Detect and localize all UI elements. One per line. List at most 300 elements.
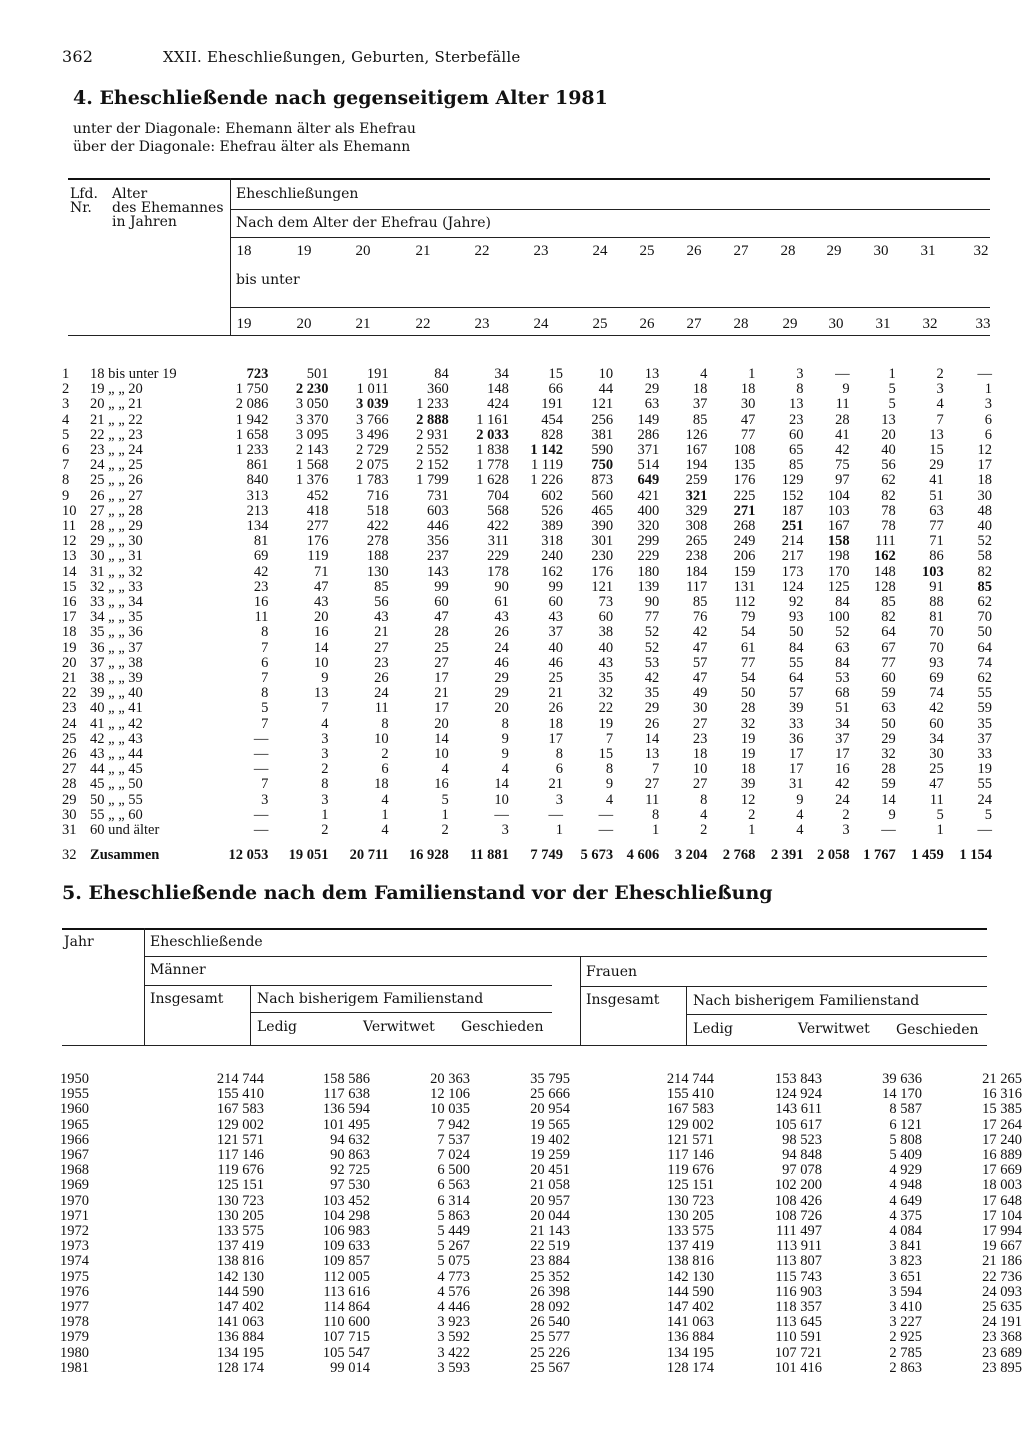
cell-value: 34 [929,730,944,747]
cell-value: 371 [637,442,660,459]
table4-head-bis-unter: bis unter [236,272,300,288]
cell-value: 3 370 [295,411,329,428]
women-value: 133 575 [666,1223,714,1240]
cell-value: 81 [253,533,269,550]
cell-value: 828 [541,426,564,443]
row-nr: 8 [62,472,70,489]
age-from-10: 28 [780,243,796,259]
cell-value: 28 [881,761,896,778]
total-value: 11 881 [469,847,509,864]
cell-value: 78 [881,518,896,535]
cell-value: 11 [254,609,269,626]
men-value: 25 666 [530,1086,570,1103]
cell-value: 12 [740,791,756,808]
cell-value: 70 [929,639,944,656]
age-to-7: 26 [639,316,655,332]
row-nr: 7 [62,457,70,474]
cell-value: 1 942 [235,411,269,428]
row-year: 1968 [60,1162,89,1179]
women-value: 107 721 [774,1344,822,1361]
table-row [62,413,992,428]
women-value: 134 195 [666,1344,714,1361]
row-age: 39 „ „ 40 [90,685,143,702]
cell-value: 91 [929,578,944,595]
table-row [62,823,992,838]
women-value: 108 726 [774,1207,822,1224]
men-value: 6 314 [437,1192,470,1209]
cell-value: 54 [740,670,756,687]
table-row [62,777,992,792]
cell-value: 74 [929,685,944,702]
men-value: 119 676 [217,1162,264,1179]
table5-head-verwitwet-m: Verwitwet [363,1019,435,1035]
men-value: 109 857 [322,1253,370,1270]
men-value: 94 632 [330,1131,370,1148]
women-value: 3 594 [889,1283,922,1300]
table4-head-nach-alter: Nach dem Alter der Ehefrau (Jahre) [236,215,491,231]
women-value: 98 523 [782,1131,822,1148]
table4-body [62,367,992,864]
women-value: 17 669 [982,1162,1022,1179]
cell-value: 3 [984,396,992,413]
cell-value: 59 [881,685,896,702]
cell-value: 8 [700,791,708,808]
cell-value: 112 [734,594,756,611]
cell-value: 2 931 [416,426,449,443]
row-nr: 6 [62,442,70,459]
cell-value: 12 [977,442,992,459]
cell-value: 308 [685,518,708,535]
table-row [60,1133,1022,1148]
cell-value: 4 [501,761,509,778]
men-value: 23 884 [530,1253,570,1270]
table-row [60,1163,1022,1178]
cell-value: 158 [827,533,850,550]
women-value: 5 808 [889,1131,922,1148]
cell-value: 84 [835,594,850,611]
cell-value: 68 [835,685,850,702]
row-age: 34 „ „ 35 [90,609,143,626]
total-value: 19 051 [288,847,329,864]
cell-value: 9 [888,806,896,823]
age-to-5: 24 [533,316,549,332]
men-value: 7 024 [437,1147,470,1164]
table-row [62,367,992,382]
cell-value: 77 [740,426,756,443]
cell-value: 7 [651,761,660,778]
men-value: 104 298 [322,1207,370,1224]
cell-value: — [253,746,269,763]
women-value: 24 191 [982,1314,1022,1331]
age-to-6: 25 [592,316,608,332]
men-value: 5 863 [437,1207,470,1224]
women-value: 155 410 [666,1086,714,1103]
men-value: 117 146 [217,1147,264,1164]
cell-value: 51 [835,700,850,717]
row-year: 1967 [60,1147,89,1164]
cell-value: 62 [881,472,896,489]
cell-value: — [598,806,614,823]
row-year: 1975 [60,1268,89,1285]
cell-value: 90 [644,594,660,611]
table-row [60,1361,1022,1376]
cell-value: 237 [427,548,449,565]
table4-head-eheschl: Eheschließungen [236,186,359,202]
row-nr: 20 [62,654,77,671]
men-value: 142 130 [216,1268,264,1285]
row-nr: 22 [62,685,77,702]
cell-value: 29 [644,700,660,717]
cell-value: 526 [541,502,564,519]
cell-value: 42 [835,442,850,459]
table-row [62,473,992,488]
row-age: 35 „ „ 36 [90,624,143,641]
women-value: 129 002 [666,1116,714,1133]
row-year: 1960 [60,1101,89,1118]
row-age: 31 „ „ 32 [90,563,143,580]
cell-value: 59 [977,700,992,717]
cell-value: 64 [977,639,992,656]
age-from-11: 29 [826,243,842,259]
table-row [60,1239,1022,1254]
cell-value: 47 [314,578,329,595]
women-value: 17 240 [982,1131,1022,1148]
cell-value: 318 [541,533,564,550]
table-row [62,686,992,701]
cell-value: 32 [598,685,614,702]
cell-value: 2 [321,822,329,839]
cell-value: 46 [494,654,509,671]
cell-value: 58 [977,548,992,565]
table5-body [60,1072,1022,1376]
cell-value: 51 [929,487,944,504]
cell-value: 251 [781,518,804,535]
cell-value: 8 [321,776,329,793]
total-label: Zusammen [90,847,160,864]
cell-value: 16 [835,761,850,778]
row-age: 21 „ „ 22 [90,411,143,428]
cell-value: 2 143 [295,442,329,459]
cell-value: 4 [441,761,449,778]
cell-value: 16 [314,624,329,641]
cell-value: 25 [548,670,564,687]
cell-value: — [977,366,992,382]
men-value: 21 058 [530,1177,570,1194]
cell-value: 11 [835,396,850,413]
men-value: 144 590 [216,1283,264,1300]
cell-value: — [977,822,992,839]
men-value: 3 593 [437,1359,470,1376]
cell-value: 23 [692,730,708,747]
row-year: 1950 [60,1071,89,1087]
table5-head-jahr: Jahr [64,934,94,950]
women-value: 2 925 [889,1329,922,1346]
cell-value: 50 [740,685,756,702]
cell-value: 30 [692,700,708,717]
age-from-8: 26 [686,243,702,259]
age-to-8: 27 [686,316,702,332]
cell-value: 8 [651,806,660,823]
cell-value: 217 [781,548,804,565]
table-row [62,443,992,458]
cell-value: 2 552 [416,442,449,459]
men-value: 136 594 [322,1101,370,1118]
cell-value: 135 [733,457,756,474]
men-value: 136 884 [216,1329,264,1346]
women-value: 130 205 [666,1207,714,1224]
men-value: 117 638 [323,1086,370,1103]
row-nr: 14 [62,563,77,580]
row-age: 18 bis unter 19 [90,366,177,382]
women-value: 25 635 [982,1299,1022,1316]
cell-value: 8 [261,624,269,641]
age-to-9: 28 [733,316,749,332]
men-value: 4 446 [437,1299,470,1316]
cell-value: 93 [789,609,804,626]
table-row [62,397,992,412]
cell-value: 42 [929,700,944,717]
women-value: 8 587 [889,1101,922,1118]
cell-value: 60 [929,715,944,732]
row-age: 40 „ „ 41 [90,700,143,717]
cell-value: 7 [261,776,269,793]
cell-value: — [253,822,269,839]
men-value: 214 744 [216,1071,264,1087]
cell-value: 7 [605,730,614,747]
cell-value: 18 [692,381,708,398]
cell-value: 256 [591,411,614,428]
cell-value: 5 [441,791,449,808]
cell-value: 4 [936,396,944,413]
cell-value: 21 [434,685,449,702]
men-value: 19 565 [530,1116,570,1133]
men-value: 7 942 [437,1116,470,1133]
cell-value: 278 [366,533,389,550]
table-row [60,1330,1022,1345]
total-value: 2 391 [770,847,804,864]
cell-value: 60 [548,594,564,611]
cell-value: 27 [692,776,708,793]
cell-value: 40 [977,518,992,535]
row-year: 1981 [60,1359,89,1376]
men-value: 5 449 [437,1223,470,1240]
women-value: 4 375 [889,1207,922,1224]
cell-value: 198 [827,548,850,565]
cell-value: 214 [781,533,804,550]
men-value: 5 267 [437,1238,470,1255]
table-row [60,1224,1022,1239]
cell-value: 74 [977,654,992,671]
cell-value: 4 [605,791,614,808]
women-value: 21 265 [982,1071,1022,1087]
table5-rule-1 [144,956,987,957]
women-value: 105 617 [774,1116,822,1133]
row-nr: 4 [62,411,70,428]
row-age: 44 „ „ 45 [90,761,143,778]
cell-value: 70 [977,609,992,626]
cell-value: 446 [427,518,449,535]
men-value: 105 547 [322,1344,370,1361]
cell-value: 3 039 [356,396,389,413]
cell-value: — [598,822,614,839]
age-to-0: 19 [236,316,252,332]
cell-value: 13 [644,746,660,763]
women-value: 117 146 [667,1147,714,1164]
cell-value: 1 [555,822,564,839]
cell-value: 103 [922,563,944,580]
women-value: 143 611 [775,1101,822,1118]
cell-value: 187 [781,502,804,519]
table5-rule-3f [686,1014,987,1015]
cell-value: 73 [598,594,614,611]
cell-value: 52 [644,639,660,656]
table-row [62,595,992,610]
cell-value: 2 [748,806,756,823]
cell-value: 731 [427,487,449,504]
cell-value: 77 [740,654,756,671]
cell-value: 121 [591,578,614,595]
men-value: 97 530 [330,1177,370,1194]
cell-value: 57 [692,654,708,671]
cell-value: 42 [692,624,708,641]
cell-value: 104 [827,487,850,504]
men-value: 99 014 [330,1359,370,1376]
cell-value: 750 [591,457,614,474]
cell-value: 9 [605,776,614,793]
cell-value: 5 [261,700,269,717]
total-value: 4 606 [626,847,660,864]
cell-value: 10 [434,746,449,763]
cell-value: 1 799 [416,472,449,489]
row-age: 22 „ „ 23 [90,426,143,443]
women-value: 142 130 [666,1268,714,1285]
cell-value: 52 [644,624,660,641]
cell-value: 21 [548,685,564,702]
cell-value: 188 [366,548,389,565]
row-nr: 30 [62,806,77,823]
cell-value: 76 [692,609,708,626]
cell-value: 20 [314,609,329,626]
cell-value: 79 [740,609,756,626]
cell-value: 5 [888,396,896,413]
men-value: 25 577 [530,1329,570,1346]
cell-value: 23 [374,654,389,671]
row-nr: 25 [62,730,77,747]
cell-value: 1 [651,822,660,839]
cell-value: 28 [434,624,449,641]
cell-value: 249 [733,533,756,550]
table5-divider-4 [686,986,687,1045]
women-value: 128 174 [666,1359,714,1376]
row-age: 55 „ „ 60 [90,806,143,823]
row-age: 27 „ „ 28 [90,502,143,519]
cell-value: 13 [929,426,944,443]
cell-value: 128 [873,578,896,595]
cell-value: 514 [637,457,660,474]
cell-value: 62 [977,594,992,611]
cell-value: 602 [541,487,564,504]
table-row [60,1270,1022,1285]
spacer [62,838,992,848]
row-age: 36 „ „ 37 [90,639,143,656]
men-value: 90 863 [330,1147,370,1164]
women-value: 113 807 [775,1253,822,1270]
cell-value: 5 [936,806,944,823]
women-value: 6 121 [889,1116,922,1133]
men-value: 133 575 [216,1223,264,1240]
cell-value: 18 [374,776,389,793]
men-value: 6 563 [437,1177,470,1194]
cell-value: 1 [748,822,756,839]
cell-value: 39 [789,700,804,717]
age-to-3: 22 [415,316,431,332]
spacer-row [62,838,992,848]
table4-head-alter-1: Alter [112,186,148,202]
men-value: 130 723 [216,1192,264,1209]
cell-value: 63 [644,396,660,413]
men-value: 20 363 [430,1071,470,1087]
women-value: 137 419 [666,1238,714,1255]
table5-rule-2m [144,985,552,986]
cell-value: 17 [789,746,804,763]
men-value: 155 410 [216,1086,264,1103]
cell-value: 52 [835,624,850,641]
cell-value: 176 [733,472,756,489]
cell-value: — [494,806,509,823]
table5-divider-2 [580,956,581,1045]
table-row [62,641,992,656]
row-age: 37 „ „ 38 [90,654,143,671]
cell-value: 7 [321,700,329,717]
age-from-1: 19 [296,243,312,259]
cell-value: 29 [494,685,509,702]
cell-value: 43 [314,594,329,611]
women-value: 2 863 [889,1359,922,1376]
cell-value: 71 [929,533,944,550]
cell-value: 2 [700,822,708,839]
cell-value: 1 750 [235,381,269,398]
table-row [62,625,992,640]
men-value: 128 174 [216,1359,264,1376]
cell-value: 4 [321,715,329,732]
women-value: 22 736 [982,1268,1022,1285]
row-nr: 31 [62,822,77,839]
women-value: 167 583 [666,1101,714,1118]
cell-value: 8 [501,715,509,732]
cell-value: 238 [685,548,708,565]
cell-value: 10 [494,791,509,808]
cell-value: 84 [835,654,850,671]
cell-value: 117 [686,578,708,595]
table-row [62,504,992,519]
cell-value: 124 [781,578,804,595]
cell-value: 6 [555,761,564,778]
cell-value: 84 [434,366,449,382]
row-nr: 24 [62,715,77,732]
cell-value: 148 [873,563,896,580]
table4-rule-4 [68,335,990,336]
men-value: 3 592 [437,1329,470,1346]
table5-head-ledig-f: Ledig [693,1021,733,1037]
men-value: 3 923 [437,1314,470,1331]
table4-rule-1 [230,209,990,210]
table4-head-alter-3: in Jahren [112,214,177,230]
cell-value: 184 [685,563,708,580]
cell-value: 64 [881,624,896,641]
row-year: 1979 [60,1329,89,1346]
age-to-13: 32 [922,316,938,332]
cell-value: 29 [929,457,944,474]
